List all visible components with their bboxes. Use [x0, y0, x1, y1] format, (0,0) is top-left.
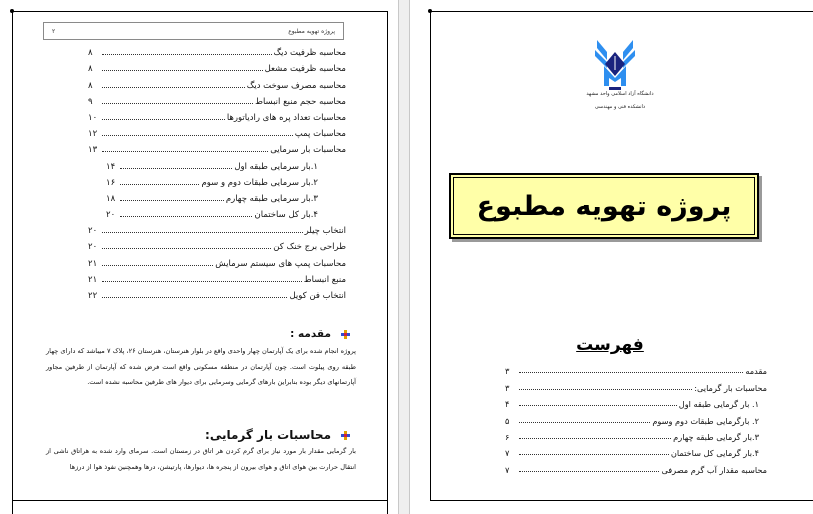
- heating-paragraph: بار گرمایی مقدار بار مورد نیاز برای گرم کردن هر اتاق در زمستان است. سرمای وارد شده به هراتاق ناشی از انتقال حرارت بین هوای اتاق و هوای بیرون از پنجره ها، دیوارها، پارتیشن، درها وهمچنین نفوذ هوا از درزها: [46, 447, 356, 471]
- colorful-bullet-icon: [341, 330, 350, 339]
- toc-entry[interactable]: محاسبات تعداد پره های رادیاتورها ۱۰: [88, 112, 346, 123]
- toc-subentry[interactable]: ۱. بار گرمایی طبقه اول ۴: [505, 399, 759, 410]
- toc-entry[interactable]: منبع انبساط ۲۱: [88, 274, 346, 285]
- toc-entry[interactable]: طراحی برج خنک کن ۲۰: [88, 242, 346, 253]
- toc-subentry[interactable]: ۱.بار سرمایی طبقه اول ۱۴: [106, 161, 318, 172]
- toc-entry[interactable]: انتخاب چیلر ۲۰: [88, 226, 346, 237]
- toc-heading: فهرست: [576, 335, 644, 355]
- toc-entry[interactable]: محاسبات پمپ های سیستم سرمایش ۲۱: [88, 258, 346, 269]
- toc-entry[interactable]: محاسبات پمپ ۱۲: [88, 129, 346, 140]
- page-border-bottom: [12, 500, 388, 501]
- faculty-name: دانشکده فنی و مهندسی: [594, 104, 646, 110]
- toc-subentry[interactable]: ۴.بار گرمایی کل ساختمان ۷: [505, 448, 759, 459]
- toc-subentry[interactable]: ۳.بار سرمایی طبقه چهارم ۱۸: [106, 193, 318, 204]
- toc-entry[interactable]: محاسبه مصرف سوخت دیگ ۸: [88, 80, 346, 91]
- toc-entry[interactable]: محاسبه حجم منبع انبساط ۹: [88, 96, 346, 107]
- table-of-contents: [505, 360, 767, 475]
- toc-subentry[interactable]: ۲. بارگرمایی طبقات دوم وسوم ۵: [505, 415, 759, 426]
- table-of-contents: [88, 42, 346, 301]
- toc-subentry[interactable]: ۲.بار سرمایی طبقات دوم و سوم ۱۶: [106, 177, 318, 188]
- toc-subentry[interactable]: ۳.بار گرمایی طبقه چهارم ۶: [505, 431, 759, 442]
- toc-entry[interactable]: محاسبات بار گرمایی: ۳: [505, 382, 767, 393]
- page-border-corner: [10, 9, 14, 13]
- toc-entry[interactable]: مقدمه ۳: [505, 366, 767, 377]
- toc-entry[interactable]: محاسبه ظرفیت مشعل ۸: [88, 64, 346, 75]
- page-header: [43, 22, 344, 40]
- intro-heading: مقدمه :: [290, 328, 350, 340]
- toc-entry[interactable]: محاسبه مقدار آب گرم مصرفی ۷: [505, 464, 767, 475]
- header-title: پروژه تهویه مطبوع: [288, 27, 335, 35]
- toc-entry[interactable]: انتخاب فن کویل ۲۲: [88, 291, 346, 301]
- document-title-box: [449, 173, 759, 239]
- document-page-left: [0, 0, 398, 514]
- university-logo-icon: [595, 38, 635, 90]
- document-title: پروژه تهویه مطبوع: [476, 190, 732, 222]
- toc-subentry[interactable]: ۴.بار کل ساختمان ۲۰: [106, 210, 318, 221]
- page-border-corner: [428, 9, 432, 13]
- header-page-number: ۲: [52, 27, 56, 35]
- page-gutter: [398, 0, 410, 514]
- toc-entry[interactable]: محاسبات بار سرمایی ۱۳: [88, 145, 346, 156]
- intro-paragraph: پروژه انجام شده برای یک آپارتمان چهار واحدی واقع در بلوار هنرستان، هنرستان ۲۶، پلاک ۷ میباشد که دارای چهار طبقه روی پیلوت است. چون آپارتمان در منطقه مسکونی واقع است فرض شده که آپارتمان از طرفین مجاور آپارتمانهای دیگر بوده بنابراین بارهای گرمایی وسرمایی برای دیوار های طرفین محاسبه نشده است.: [46, 347, 356, 386]
- university-name: دانشگاه آزاد اسلامی واحد مشهد: [586, 91, 654, 97]
- colorful-bullet-icon: [341, 431, 350, 440]
- heating-heading: محاسبات بار گرمایی:: [205, 428, 350, 442]
- toc-entry[interactable]: محاسبه ظرفیت دیگ ۸: [88, 48, 346, 59]
